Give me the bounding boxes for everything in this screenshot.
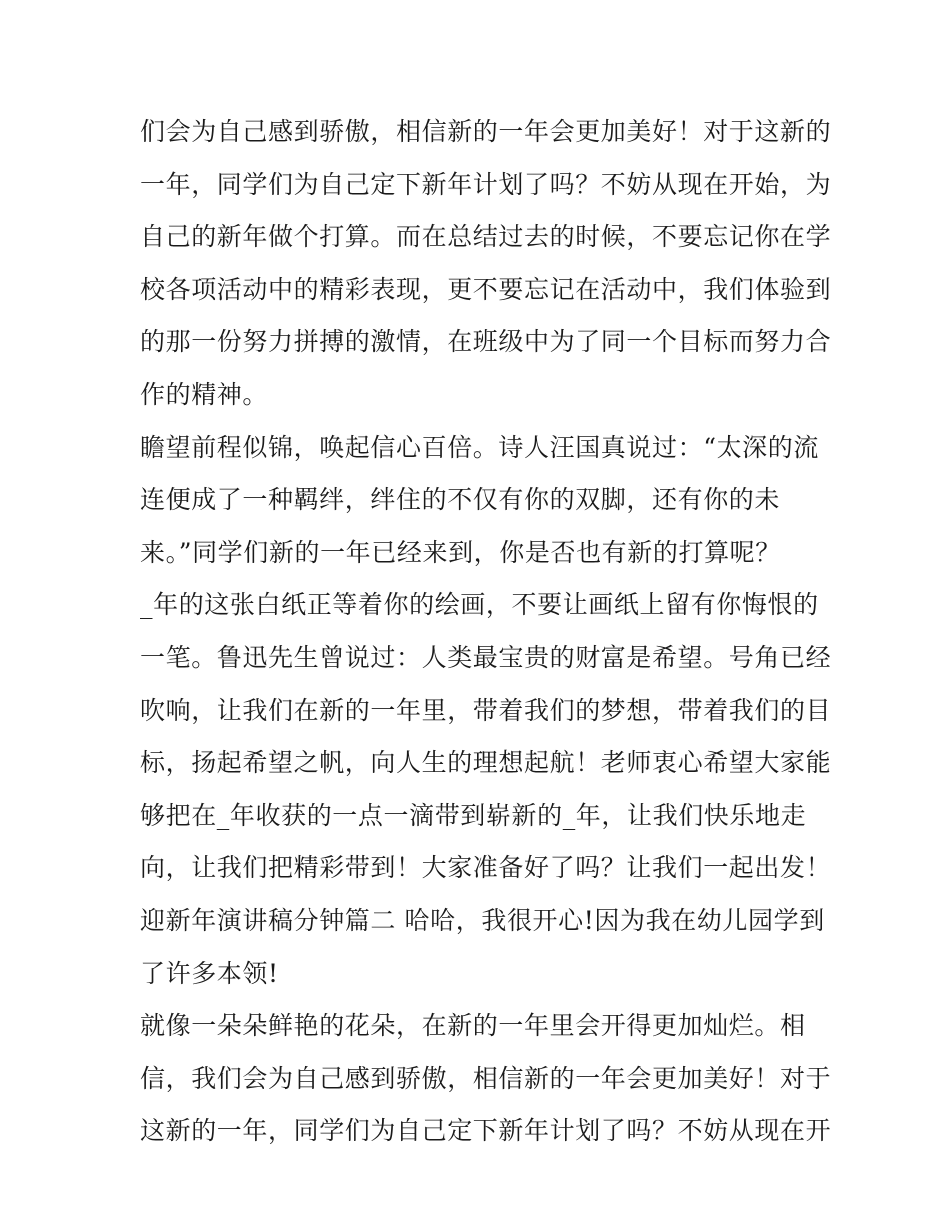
text-line-1: 们会为自己感到骄傲，相信新的一年会更加美好！对于这新的 — [140, 117, 832, 146]
text-line-16: 迎新年演讲稿分钟篇二 哈哈，我很开心!因为我在幼儿园学到 — [140, 905, 825, 935]
text-line-3: 自己的新年做个打算。而在总结过去的时候，不要忘记你在学 — [140, 222, 832, 252]
text-line-14: 够把在_年收获的一点一滴带到崭新的_年，让我们快乐地走 — [140, 800, 807, 830]
text-line-2: 一年，同学们为自己定下新年计划了吗？不妨从现在开始，为 — [140, 169, 832, 199]
text-line-10: _年的这张白纸正等着你的绘画，不要让画纸上留有你悔恨的 — [140, 590, 819, 620]
text-line-13: 标，扬起希望之帆，向人生的理想起航！老师衷心希望大家能 — [140, 748, 832, 778]
text-line-11: 一笔。鲁迅先生曾说过：人类最宝贵的财富是希望。号角已经 — [140, 642, 832, 672]
text-line-18: 就像一朵朵鲜艳的花朵，在新的一年里会开得更加灿烂。相 — [140, 1011, 806, 1041]
text-line-20: 这新的一年，同学们为自己定下新年计划了吗？不妨从现在开 — [140, 1116, 832, 1146]
text-line-5: 的那一份努力拼搏的激情，在班级中为了同一个目标而努力合 — [140, 327, 832, 357]
text-line-6: 作的精神。 — [140, 379, 269, 409]
text-line-7: 瞻望前程似锦，唤起信心百倍。诗人汪国真说过：“太深的流 — [140, 432, 819, 462]
text-line-4: 校各项活动中的精彩表现，更不要忘记在活动中，我们体验到 — [140, 274, 832, 304]
text-line-8: 连便成了一种羁绊，绊住的不仅有你的双脚，还有你的未 — [140, 485, 781, 515]
text-line-15: 向，让我们把精彩带到！大家准备好了吗？让我们一起出发！ — [140, 853, 832, 883]
text-line-9: 来。”同学们新的一年已经来到，你是否也有新的打算呢？ — [140, 537, 781, 567]
document-body-text — [140, 106, 832, 1158]
text-line-17: 了许多本领! — [140, 958, 279, 988]
text-line-19: 信，我们会为自己感到骄傲，相信新的一年会更加美好！对于 — [140, 1063, 832, 1093]
text-line-12: 吹响，让我们在新的一年里，带着我们的梦想，带着我们的目 — [140, 695, 832, 725]
